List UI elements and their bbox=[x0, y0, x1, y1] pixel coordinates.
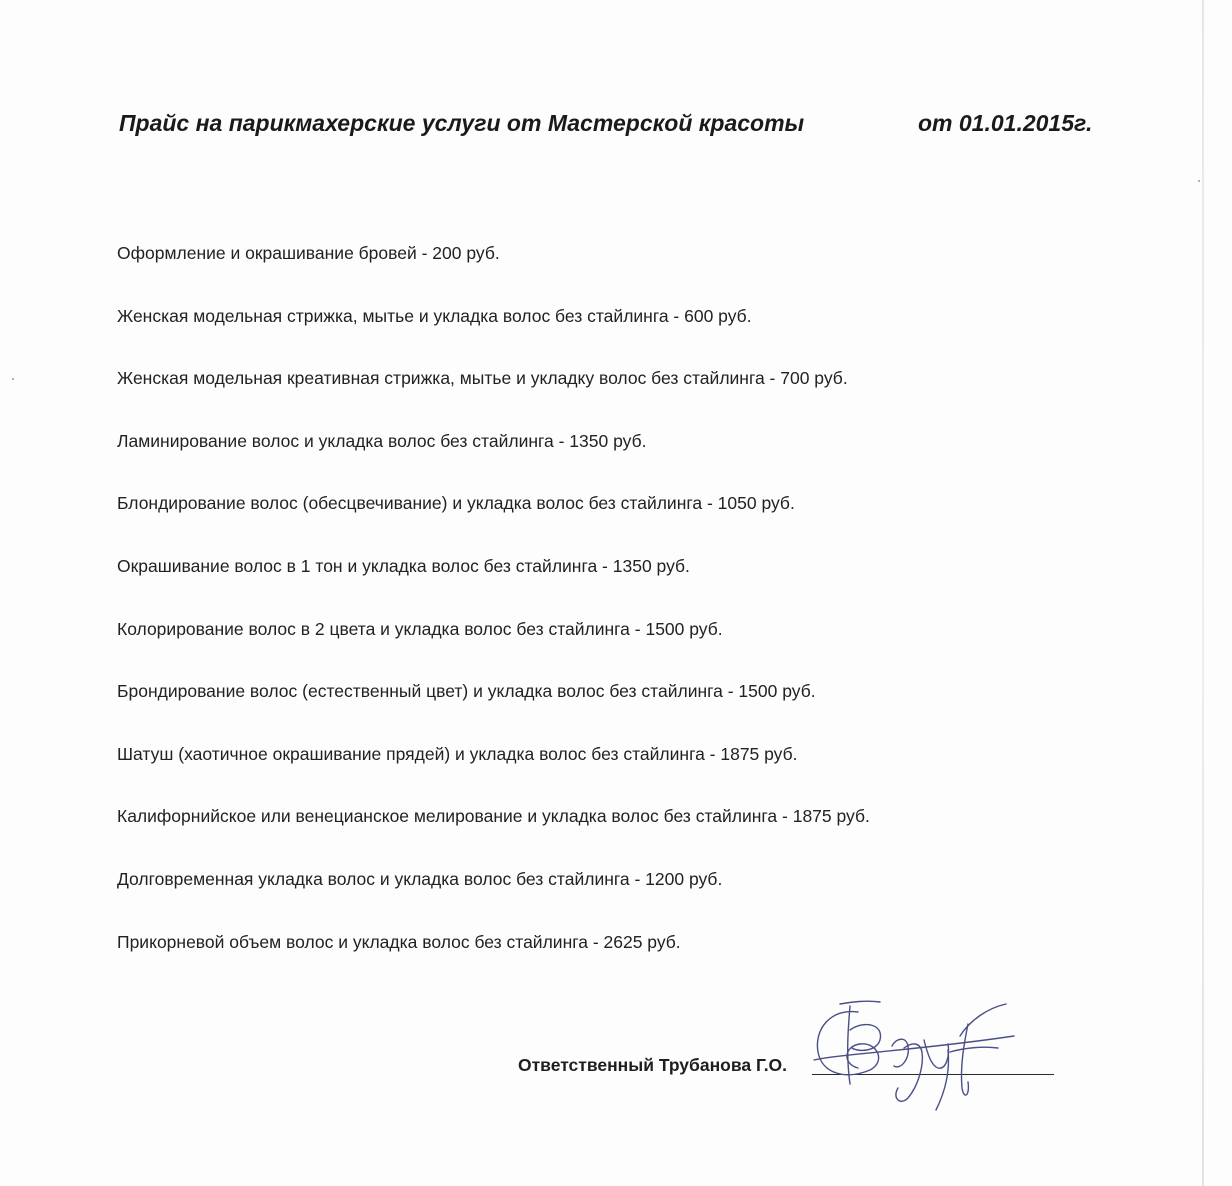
scan-edge bbox=[1202, 0, 1204, 1186]
price-item: Окрашивание волос в 1 тон и укладка волос без стайлинга - 1350 руб. bbox=[117, 555, 690, 576]
price-item: Прикорневой объем волос и укладка волос без стайлинга - 2625 руб. bbox=[117, 931, 681, 952]
responsible-label: Ответственный Трубанова Г.О. bbox=[518, 1055, 788, 1075]
scan-speck bbox=[12, 378, 14, 380]
price-item: Блондирование волос (обесцвечивание) и укладка волос без стайлинга - 1050 руб. bbox=[117, 493, 795, 514]
price-item: Брондирование волос (естественный цвет) и укладка волос без стайлинга - 1500 руб. bbox=[117, 681, 816, 702]
scan-speck bbox=[1198, 180, 1200, 182]
price-item: Женская модельная креативная стрижка, мытье и укладку волос без стайлинга - 700 руб. bbox=[117, 368, 848, 389]
price-item: Оформление и окрашивание бровей - 200 руб. bbox=[117, 243, 500, 263]
price-item: Колорирование волос в 2 цвета и укладка волос без стайлинга - 1500 руб. bbox=[117, 618, 723, 639]
price-item: Шатуш (хаотичное окрашивание прядей) и укладка волос без стайлинга - 1875 руб. bbox=[117, 743, 798, 764]
price-item: Женская модельная стрижка, мытье и укладка волос без стайлинга - 600 руб. bbox=[117, 305, 752, 326]
price-item: Долговременная укладка волос и укладка волос без стайлинга - 1200 руб. bbox=[117, 868, 723, 889]
handwritten-signature bbox=[800, 990, 1030, 1120]
price-item: Калифорнийское или венецианское мелирование и укладка волос без стайлинга - 1875 руб. bbox=[117, 806, 870, 827]
document-header bbox=[119, 110, 1119, 137]
price-item: Ламинирование волос и укладка волос без стайлинга - 1350 руб. bbox=[117, 430, 647, 451]
document-title: Прайс на парикмахерские услуги от Мастерской красоты bbox=[119, 110, 805, 136]
document-date: от 01.01.2015г. bbox=[918, 110, 1093, 136]
price-list bbox=[117, 240, 1077, 991]
